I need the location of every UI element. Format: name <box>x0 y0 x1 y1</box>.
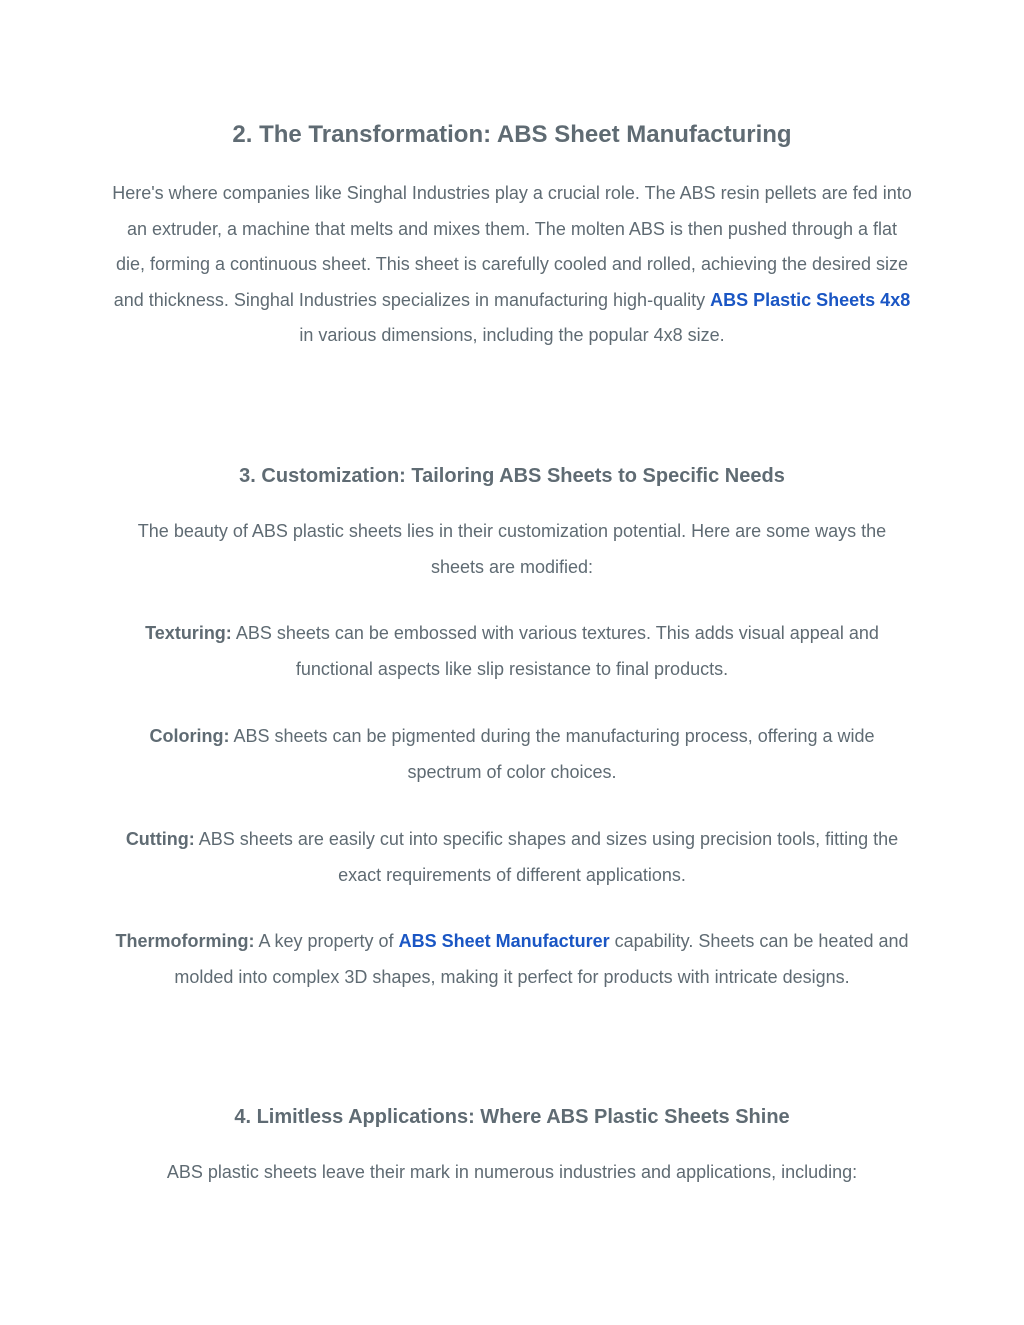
texturing-text: ABS sheets can be embossed with various textures. This adds visual appeal and functional aspects like slip resistance to final products. <box>231 623 879 679</box>
section-4-intro: ABS plastic sheets leave their mark in numerous industries and applications, including: <box>166 1162 858 1182</box>
cutting-text: ABS sheets are easily cut into specific shapes and sizes using precision tools, fitting the exact requirements of different applications. <box>194 829 899 885</box>
thermoforming-text-before-link: A key property of <box>254 931 399 951</box>
abs-sheet-manufacturer-link[interactable]: ABS Sheet Manufacturer <box>398 931 610 951</box>
abs-plastic-sheets-4x8-link[interactable]: ABS Plastic Sheets 4x8 <box>710 289 911 310</box>
section-2-text-before-link: Here's where companies like Singhal Industries play a crucial role. The ABS resin pellets are fed into an extruder, a machine that melts and mixes them. The molten ABS is then pushed through a flat die, forming a continuous sheet. This sheet is carefully cooled and rolled, achieving the desired size and thickness. Singhal Industries specializes in manufacturing high-quality <box>112 183 912 310</box>
section-2-paragraph <box>110 176 914 354</box>
thermoforming-text-after-link: capability. Sheets can be heated and molded into complex 3D shapes, making it perfect for products with intricate designs. <box>174 931 909 987</box>
coloring-paragraph <box>110 719 914 790</box>
coloring-term: Coloring: <box>149 726 230 746</box>
thermoforming-term: Thermoforming: <box>115 931 255 951</box>
texturing-term: Texturing: <box>145 623 232 643</box>
section-3-heading: 3. Customization: Tailoring ABS Sheets to Specific Needs <box>239 465 785 487</box>
section-4-heading: 4. Limitless Applications: Where ABS Plastic Sheets Shine <box>234 1106 790 1128</box>
section-2-heading: 2. The Transformation: ABS Sheet Manufacturing <box>232 121 792 148</box>
cutting-paragraph <box>110 822 914 893</box>
cutting-term: Cutting: <box>125 829 195 849</box>
coloring-text: ABS sheets can be pigmented during the manufacturing process, offering a wide spectrum of color choices. <box>229 726 875 782</box>
texturing-paragraph <box>110 616 914 687</box>
thermoforming-paragraph <box>110 924 914 995</box>
section-3-intro: The beauty of ABS plastic sheets lies in their customization potential. Here are some ways the sheets are modified: <box>137 521 887 577</box>
section-2-text-after-link: in various dimensions, including the popular 4x8 size. <box>299 325 725 345</box>
